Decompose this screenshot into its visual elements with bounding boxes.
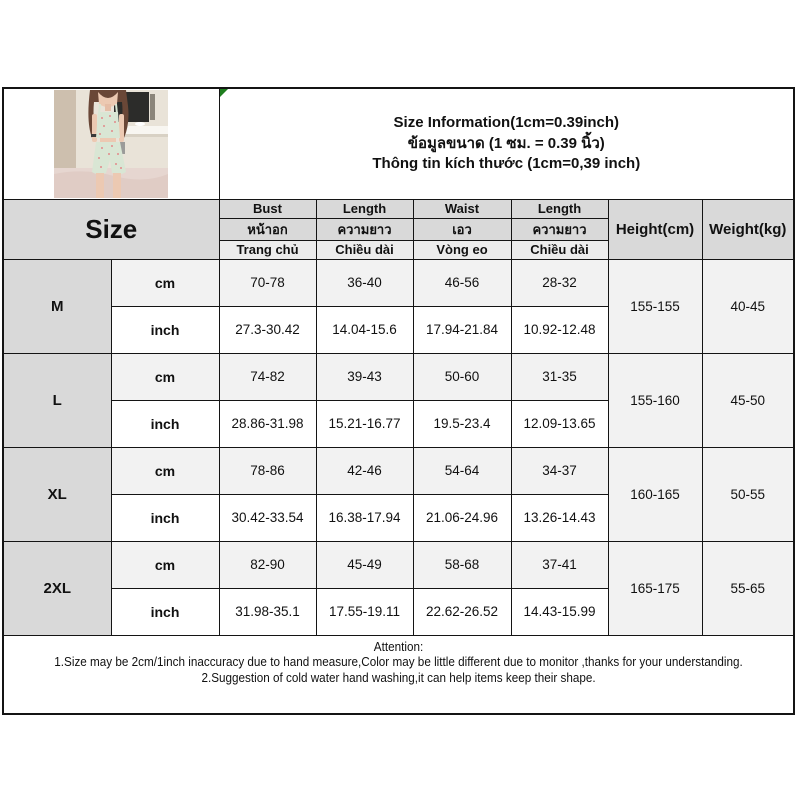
cell-corner-marker-icon: [220, 89, 228, 97]
value-cell: 27.3-30.42: [219, 306, 316, 353]
title-cell: [219, 88, 794, 199]
value-cell: 34-37: [511, 447, 608, 494]
value-cell: 46-56: [413, 259, 511, 306]
value-cell: 74-82: [219, 353, 316, 400]
weight-value-2xl: 55-65: [702, 541, 794, 635]
size-label-xl: XL: [3, 447, 111, 541]
value-cell: 22.62-26.52: [413, 588, 511, 635]
weight-value-l: 45-50: [702, 353, 794, 447]
attention-note: [3, 635, 794, 714]
height-value-2xl: 165-175: [608, 541, 702, 635]
value-cell: 14.04-15.6: [316, 306, 413, 353]
value-cell: 16.38-17.94: [316, 494, 413, 541]
size-label-l: L: [3, 353, 111, 447]
unit-inch: inch: [111, 494, 219, 541]
value-cell: 14.43-15.99: [511, 588, 608, 635]
col-header-length2-th: ความยาว: [511, 218, 608, 240]
weight-value-m: 40-45: [702, 259, 794, 353]
unit-cm: cm: [111, 447, 219, 494]
value-cell: 31-35: [511, 353, 608, 400]
height-value-m: 155-155: [608, 259, 702, 353]
unit-inch: inch: [111, 400, 219, 447]
value-cell: 39-43: [316, 353, 413, 400]
title-th: ข้อมูลขนาด (1 ซม. = 0.39 นิ้ว): [407, 134, 605, 152]
weight-header: Weight(kg): [702, 199, 794, 259]
value-cell: 10.92-12.48: [511, 306, 608, 353]
value-cell: 28.86-31.98: [219, 400, 316, 447]
col-header-length2-vi: Chiều dài: [511, 240, 608, 259]
col-header-waist-th: เอว: [413, 218, 511, 240]
value-cell: 17.94-21.84: [413, 306, 511, 353]
weight-value-xl: 50-55: [702, 447, 794, 541]
col-header-length1-en: Length: [316, 199, 413, 218]
unit-cm: cm: [111, 541, 219, 588]
unit-cm: cm: [111, 353, 219, 400]
value-cell: 13.26-14.43: [511, 494, 608, 541]
value-cell: 31.98-35.1: [219, 588, 316, 635]
value-cell: 70-78: [219, 259, 316, 306]
unit-inch: inch: [111, 306, 219, 353]
attention-line-2: 2.Suggestion of cold water hand washing,it can help items keep their shape.: [201, 669, 596, 685]
size-table: [2, 87, 795, 715]
value-cell: 30.42-33.54: [219, 494, 316, 541]
size-header: Size: [3, 199, 219, 259]
col-header-bust-th: หน้าอก: [219, 218, 316, 240]
height-value-l: 155-160: [608, 353, 702, 447]
product-photo: [54, 90, 168, 198]
value-cell: 21.06-24.96: [413, 494, 511, 541]
value-cell: 28-32: [511, 259, 608, 306]
product-photo-cell: [3, 88, 219, 199]
value-cell: 12.09-13.65: [511, 400, 608, 447]
value-cell: 45-49: [316, 541, 413, 588]
value-cell: 82-90: [219, 541, 316, 588]
col-header-length2-en: Length: [511, 199, 608, 218]
attention-heading: Attention:: [373, 638, 424, 654]
col-header-length1-vi: Chiều dài: [316, 240, 413, 259]
title-vi: Thông tin kích thước (1cm=0,39 inch): [372, 155, 641, 172]
size-label-2xl: 2XL: [3, 541, 111, 635]
col-header-waist-vi: Vòng eo: [413, 240, 511, 259]
unit-cm: cm: [111, 259, 219, 306]
value-cell: 42-46: [316, 447, 413, 494]
height-header: Height(cm): [608, 199, 702, 259]
value-cell: 58-68: [413, 541, 511, 588]
value-cell: 19.5-23.4: [413, 400, 511, 447]
value-cell: 54-64: [413, 447, 511, 494]
value-cell: 50-60: [413, 353, 511, 400]
attention-line-1: 1.Size may be 2cm/1inch inaccuracy due to hand measure,Color may be little different due to monitor ,thanks for your understanding.: [54, 654, 743, 669]
unit-inch: inch: [111, 588, 219, 635]
height-value-xl: 160-165: [608, 447, 702, 541]
value-cell: 36-40: [316, 259, 413, 306]
value-cell: 17.55-19.11: [316, 588, 413, 635]
col-header-bust-vi: Trang chủ: [219, 240, 316, 259]
col-header-waist-en: Waist: [413, 199, 511, 218]
size-label-m: M: [3, 259, 111, 353]
value-cell: 15.21-16.77: [316, 400, 413, 447]
title-en: Size Information(1cm=0.39inch): [393, 114, 620, 131]
value-cell: 37-41: [511, 541, 608, 588]
value-cell: 78-86: [219, 447, 316, 494]
col-header-length1-th: ความยาว: [316, 218, 413, 240]
col-header-bust-en: Bust: [219, 199, 316, 218]
